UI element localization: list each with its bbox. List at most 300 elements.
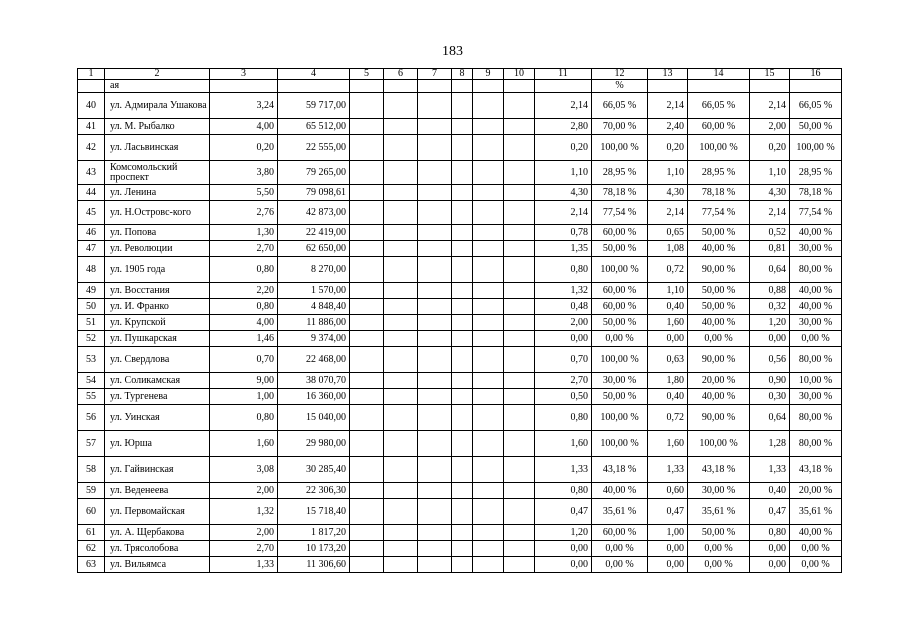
street-cell: ул. Первомайская — [105, 499, 210, 525]
percent-cell: 90,00 % — [688, 405, 750, 431]
empty-cell — [473, 557, 504, 573]
num-cell: 1,30 — [210, 225, 278, 241]
num-cell: 44 — [78, 185, 105, 201]
column-number: 5 — [350, 69, 384, 80]
num-cell: 1,46 — [210, 331, 278, 347]
empty-cell — [473, 331, 504, 347]
empty-cell — [452, 225, 473, 241]
empty-cell — [384, 93, 418, 119]
num-cell: 2,00 — [210, 483, 278, 499]
empty-cell — [504, 299, 535, 315]
cell — [504, 80, 535, 93]
column-number: 11 — [535, 69, 592, 80]
table-row — [78, 331, 842, 347]
percent-cell: 100,00 % — [592, 257, 648, 283]
empty-cell — [384, 241, 418, 257]
empty-cell — [418, 331, 452, 347]
num-cell: 52 — [78, 331, 105, 347]
percent-cell: 60,00 % — [592, 525, 648, 541]
empty-cell — [504, 119, 535, 135]
street-cell: ул. Восстания — [105, 283, 210, 299]
table-row — [78, 299, 842, 315]
street-cell: ул. Попова — [105, 225, 210, 241]
empty-cell — [504, 431, 535, 457]
empty-cell — [350, 315, 384, 331]
empty-cell — [473, 347, 504, 373]
empty-cell — [452, 389, 473, 405]
cell — [452, 80, 473, 93]
empty-cell — [350, 499, 384, 525]
empty-cell — [384, 525, 418, 541]
num-cell: 0,00 — [648, 557, 688, 573]
street-cell: ул. Тургенева — [105, 389, 210, 405]
percent-cell: 77,54 % — [688, 201, 750, 225]
num-cell: 0,90 — [750, 373, 790, 389]
empty-cell — [504, 483, 535, 499]
num-cell: 79 265,00 — [278, 161, 350, 185]
num-cell: 8 270,00 — [278, 257, 350, 283]
percent-cell: 50,00 % — [592, 241, 648, 257]
empty-cell — [473, 389, 504, 405]
empty-cell — [452, 257, 473, 283]
empty-cell — [350, 299, 384, 315]
percent-cell: 50,00 % — [688, 283, 750, 299]
percent-cell: 90,00 % — [688, 257, 750, 283]
empty-cell — [418, 483, 452, 499]
percent-cell: 60,00 % — [592, 283, 648, 299]
cell: ая — [105, 80, 210, 93]
percent-cell: 20,00 % — [790, 483, 842, 499]
table-row — [78, 135, 842, 161]
num-cell: 1,32 — [210, 499, 278, 525]
empty-cell — [418, 185, 452, 201]
percent-cell: 60,00 % — [688, 119, 750, 135]
column-number: 4 — [278, 69, 350, 80]
empty-cell — [418, 525, 452, 541]
table-row — [78, 315, 842, 331]
empty-cell — [384, 389, 418, 405]
column-number: 2 — [105, 69, 210, 80]
empty-cell — [473, 483, 504, 499]
num-cell: 4 848,40 — [278, 299, 350, 315]
table-row — [78, 373, 842, 389]
num-cell: 0,40 — [648, 389, 688, 405]
percent-cell: 35,61 % — [688, 499, 750, 525]
num-cell: 2,40 — [648, 119, 688, 135]
empty-cell — [473, 457, 504, 483]
empty-cell — [384, 283, 418, 299]
num-cell: 56 — [78, 405, 105, 431]
empty-cell — [384, 161, 418, 185]
percent-cell: 100,00 % — [688, 135, 750, 161]
num-cell: 0,56 — [750, 347, 790, 373]
empty-cell — [473, 283, 504, 299]
cell — [688, 80, 750, 93]
street-cell: ул. Юрша — [105, 431, 210, 457]
column-number: 3 — [210, 69, 278, 80]
num-cell: 0,81 — [750, 241, 790, 257]
num-cell: 0,20 — [535, 135, 592, 161]
num-cell: 2,00 — [750, 119, 790, 135]
percent-cell: 30,00 % — [790, 389, 842, 405]
num-cell: 0,30 — [750, 389, 790, 405]
empty-cell — [504, 225, 535, 241]
percent-cell: 35,61 % — [592, 499, 648, 525]
street-cell: ул. Адмирала Ушакова — [105, 93, 210, 119]
empty-cell — [418, 347, 452, 373]
num-cell: 1,10 — [648, 283, 688, 299]
empty-cell — [350, 225, 384, 241]
column-number: 7 — [418, 69, 452, 80]
data-table — [77, 68, 842, 573]
num-cell: 0,20 — [750, 135, 790, 161]
percent-cell: 50,00 % — [592, 315, 648, 331]
empty-cell — [418, 557, 452, 573]
street-cell: ул. Трясолобова — [105, 541, 210, 557]
percent-cell: 10,00 % — [790, 373, 842, 389]
num-cell: 10 173,20 — [278, 541, 350, 557]
empty-cell — [418, 541, 452, 557]
column-number: 1 — [78, 69, 105, 80]
street-cell: ул. Вильямса — [105, 557, 210, 573]
empty-cell — [504, 405, 535, 431]
cell — [473, 80, 504, 93]
percent-cell: 80,00 % — [790, 347, 842, 373]
num-cell: 2,00 — [535, 315, 592, 331]
empty-cell — [452, 405, 473, 431]
continuation-row — [78, 80, 842, 93]
percent-cell: 0,00 % — [592, 331, 648, 347]
empty-cell — [384, 119, 418, 135]
empty-cell — [504, 93, 535, 119]
num-cell: 1 817,20 — [278, 525, 350, 541]
empty-cell — [350, 257, 384, 283]
table-row — [78, 283, 842, 299]
percent-cell: 28,95 % — [688, 161, 750, 185]
num-cell: 0,00 — [535, 331, 592, 347]
street-cell: ул. Соликамская — [105, 373, 210, 389]
percent-cell: 78,18 % — [688, 185, 750, 201]
percent-cell: 43,18 % — [790, 457, 842, 483]
num-cell: 22 555,00 — [278, 135, 350, 161]
empty-cell — [452, 499, 473, 525]
num-cell: 0,40 — [750, 483, 790, 499]
num-cell: 0,80 — [750, 525, 790, 541]
empty-cell — [418, 257, 452, 283]
percent-cell: 0,00 % — [790, 541, 842, 557]
column-number-row — [78, 69, 842, 80]
cell: % — [592, 80, 648, 93]
num-cell: 3,80 — [210, 161, 278, 185]
percent-cell: 0,00 % — [790, 331, 842, 347]
empty-cell — [350, 241, 384, 257]
table-row — [78, 241, 842, 257]
num-cell: 16 360,00 — [278, 389, 350, 405]
percent-cell: 60,00 % — [592, 225, 648, 241]
table-row — [78, 457, 842, 483]
empty-cell — [418, 499, 452, 525]
num-cell: 0,80 — [535, 405, 592, 431]
street-cell: ул. М. Рыбалко — [105, 119, 210, 135]
table-row — [78, 201, 842, 225]
num-cell: 2,14 — [535, 93, 592, 119]
percent-cell: 77,54 % — [790, 201, 842, 225]
empty-cell — [473, 185, 504, 201]
num-cell: 1,10 — [648, 161, 688, 185]
empty-cell — [504, 347, 535, 373]
num-cell: 62 650,00 — [278, 241, 350, 257]
empty-cell — [384, 185, 418, 201]
percent-cell: 20,00 % — [688, 373, 750, 389]
empty-cell — [452, 119, 473, 135]
empty-cell — [452, 283, 473, 299]
percent-cell: 28,95 % — [592, 161, 648, 185]
percent-cell: 0,00 % — [592, 557, 648, 573]
num-cell: 1,00 — [210, 389, 278, 405]
percent-cell: 30,00 % — [790, 241, 842, 257]
empty-cell — [452, 431, 473, 457]
num-cell: 54 — [78, 373, 105, 389]
empty-cell — [350, 457, 384, 483]
street-cell: ул. Свердлова — [105, 347, 210, 373]
num-cell: 0,88 — [750, 283, 790, 299]
empty-cell — [384, 257, 418, 283]
num-cell: 2,80 — [535, 119, 592, 135]
num-cell: 57 — [78, 431, 105, 457]
empty-cell — [418, 161, 452, 185]
empty-cell — [452, 315, 473, 331]
num-cell: 1,28 — [750, 431, 790, 457]
empty-cell — [384, 201, 418, 225]
num-cell: 0,00 — [648, 541, 688, 557]
table-row — [78, 557, 842, 573]
num-cell: 38 070,70 — [278, 373, 350, 389]
num-cell: 1,60 — [648, 431, 688, 457]
num-cell: 43 — [78, 161, 105, 185]
empty-cell — [504, 389, 535, 405]
num-cell: 22 419,00 — [278, 225, 350, 241]
percent-cell: 100,00 % — [592, 431, 648, 457]
num-cell: 1,20 — [535, 525, 592, 541]
empty-cell — [473, 241, 504, 257]
empty-cell — [418, 119, 452, 135]
cell — [278, 80, 350, 93]
empty-cell — [452, 201, 473, 225]
empty-cell — [473, 299, 504, 315]
percent-cell: 43,18 % — [592, 457, 648, 483]
percent-cell: 77,54 % — [592, 201, 648, 225]
empty-cell — [384, 347, 418, 373]
empty-cell — [504, 373, 535, 389]
empty-cell — [452, 93, 473, 119]
percent-cell: 50,00 % — [592, 389, 648, 405]
empty-cell — [418, 373, 452, 389]
percent-cell: 100,00 % — [790, 135, 842, 161]
empty-cell — [473, 405, 504, 431]
num-cell: 2,14 — [648, 201, 688, 225]
table-row — [78, 185, 842, 201]
num-cell: 0,72 — [648, 405, 688, 431]
num-cell: 30 285,40 — [278, 457, 350, 483]
empty-cell — [504, 241, 535, 257]
num-cell: 1,08 — [648, 241, 688, 257]
num-cell: 15 040,00 — [278, 405, 350, 431]
num-cell: 2,00 — [210, 525, 278, 541]
table-row — [78, 347, 842, 373]
street-cell: ул. Ласьвинская — [105, 135, 210, 161]
percent-cell: 30,00 % — [688, 483, 750, 499]
empty-cell — [384, 373, 418, 389]
num-cell: 3,08 — [210, 457, 278, 483]
num-cell: 0,50 — [535, 389, 592, 405]
empty-cell — [384, 557, 418, 573]
empty-cell — [418, 241, 452, 257]
empty-cell — [452, 373, 473, 389]
num-cell: 11 306,60 — [278, 557, 350, 573]
empty-cell — [452, 241, 473, 257]
empty-cell — [504, 525, 535, 541]
num-cell: 41 — [78, 119, 105, 135]
num-cell: 42 — [78, 135, 105, 161]
street-cell: ул. Веденеева — [105, 483, 210, 499]
table-row — [78, 431, 842, 457]
cell — [210, 80, 278, 93]
empty-cell — [473, 225, 504, 241]
empty-cell — [452, 185, 473, 201]
num-cell: 0,80 — [535, 257, 592, 283]
percent-cell: 40,00 % — [790, 225, 842, 241]
empty-cell — [418, 315, 452, 331]
street-cell: ул. Уинская — [105, 405, 210, 431]
empty-cell — [452, 525, 473, 541]
empty-cell — [418, 457, 452, 483]
num-cell: 0,64 — [750, 405, 790, 431]
num-cell: 0,63 — [648, 347, 688, 373]
column-number: 10 — [504, 69, 535, 80]
percent-cell: 50,00 % — [688, 525, 750, 541]
empty-cell — [504, 257, 535, 283]
empty-cell — [350, 185, 384, 201]
num-cell: 0,78 — [535, 225, 592, 241]
num-cell: 42 873,00 — [278, 201, 350, 225]
percent-cell: 66,05 % — [592, 93, 648, 119]
num-cell: 11 886,00 — [278, 315, 350, 331]
percent-cell: 66,05 % — [688, 93, 750, 119]
num-cell: 58 — [78, 457, 105, 483]
percent-cell: 35,61 % — [790, 499, 842, 525]
num-cell: 2,70 — [535, 373, 592, 389]
percent-cell: 70,00 % — [592, 119, 648, 135]
num-cell: 0,00 — [535, 541, 592, 557]
empty-cell — [418, 389, 452, 405]
empty-cell — [418, 225, 452, 241]
num-cell: 0,70 — [535, 347, 592, 373]
num-cell: 0,00 — [750, 557, 790, 573]
cell — [78, 80, 105, 93]
street-cell: Комсомольский проспект — [105, 161, 210, 185]
empty-cell — [384, 483, 418, 499]
num-cell: 1,60 — [210, 431, 278, 457]
empty-cell — [452, 135, 473, 161]
table-row — [78, 483, 842, 499]
num-cell: 0,40 — [648, 299, 688, 315]
num-cell: 0,00 — [750, 331, 790, 347]
num-cell: 22 306,30 — [278, 483, 350, 499]
num-cell: 4,00 — [210, 119, 278, 135]
percent-cell: 50,00 % — [688, 225, 750, 241]
column-number: 6 — [384, 69, 418, 80]
percent-cell: 100,00 % — [592, 405, 648, 431]
empty-cell — [452, 541, 473, 557]
empty-cell — [350, 201, 384, 225]
num-cell: 0,47 — [535, 499, 592, 525]
cell — [750, 80, 790, 93]
empty-cell — [384, 225, 418, 241]
num-cell: 0,65 — [648, 225, 688, 241]
empty-cell — [384, 405, 418, 431]
num-cell: 51 — [78, 315, 105, 331]
empty-cell — [418, 299, 452, 315]
num-cell: 1,33 — [210, 557, 278, 573]
empty-cell — [384, 299, 418, 315]
num-cell: 59 717,00 — [278, 93, 350, 119]
empty-cell — [418, 201, 452, 225]
empty-cell — [418, 93, 452, 119]
empty-cell — [452, 457, 473, 483]
column-number: 8 — [452, 69, 473, 80]
num-cell: 53 — [78, 347, 105, 373]
empty-cell — [418, 431, 452, 457]
percent-cell: 80,00 % — [790, 431, 842, 457]
cell — [418, 80, 452, 93]
num-cell: 0,60 — [648, 483, 688, 499]
cell — [648, 80, 688, 93]
empty-cell — [504, 283, 535, 299]
num-cell: 1,10 — [535, 161, 592, 185]
empty-cell — [504, 541, 535, 557]
num-cell: 47 — [78, 241, 105, 257]
empty-cell — [350, 525, 384, 541]
num-cell: 0,20 — [648, 135, 688, 161]
empty-cell — [504, 331, 535, 347]
num-cell: 0,47 — [648, 499, 688, 525]
num-cell: 1,33 — [648, 457, 688, 483]
percent-cell: 80,00 % — [790, 405, 842, 431]
empty-cell — [350, 541, 384, 557]
empty-cell — [384, 331, 418, 347]
empty-cell — [350, 389, 384, 405]
empty-cell — [473, 135, 504, 161]
street-cell: ул. А. Щербакова — [105, 525, 210, 541]
num-cell: 22 468,00 — [278, 347, 350, 373]
empty-cell — [452, 161, 473, 185]
street-cell: ул. Крупской — [105, 315, 210, 331]
empty-cell — [473, 201, 504, 225]
percent-cell: 40,00 % — [688, 241, 750, 257]
column-number: 12 — [592, 69, 648, 80]
num-cell: 4,30 — [648, 185, 688, 201]
empty-cell — [350, 93, 384, 119]
percent-cell: 0,00 % — [688, 541, 750, 557]
num-cell: 2,14 — [750, 93, 790, 119]
num-cell: 9 374,00 — [278, 331, 350, 347]
num-cell: 1,00 — [648, 525, 688, 541]
num-cell: 0,00 — [535, 557, 592, 573]
table-row — [78, 499, 842, 525]
empty-cell — [350, 135, 384, 161]
num-cell: 65 512,00 — [278, 119, 350, 135]
percent-cell: 78,18 % — [592, 185, 648, 201]
